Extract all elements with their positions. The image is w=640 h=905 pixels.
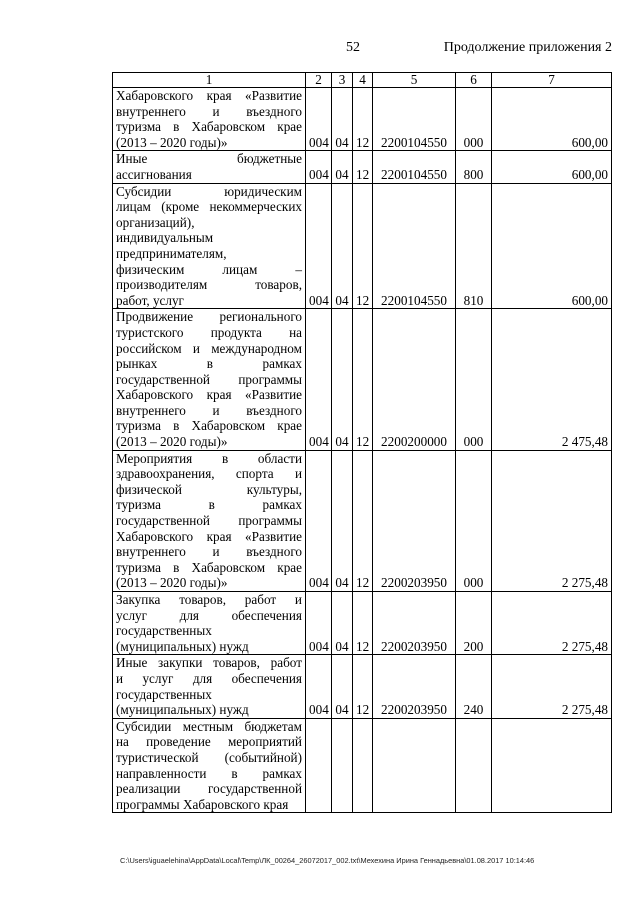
row-name-line: Хабаровского края «Развитие [116,88,302,103]
expense-type-cell: 200 [456,592,492,655]
row-name-line: Субсидии юридическим [116,183,302,199]
table-row [113,183,612,309]
expense-type-cell: 000 [456,88,492,151]
expense-type-cell: 000 [456,450,492,591]
target-article-cell: 2200104550 [373,88,456,151]
ministry-code-cell: 004 [306,592,332,655]
row-name-line: туризма в рамках [116,497,302,513]
row-name-line: внутреннего и въездного [116,103,302,119]
subsection-code-cell: 12 [353,88,373,151]
ministry-code-cell [306,718,332,813]
budget-table [112,72,612,813]
row-name-line: направленности в рамках [116,765,302,781]
target-article-cell [373,718,456,813]
expense-type-cell: 000 [456,309,492,450]
target-article-cell: 2200200000 [373,309,456,450]
ministry-code-cell: 004 [306,151,332,183]
row-name-cell [113,183,306,309]
row-name-line: производителям товаров, [116,277,302,293]
amount-cell: 600,00 [492,151,612,183]
page-number: 52 [346,40,360,55]
section-code-cell: 04 [332,151,353,183]
table-row [113,88,612,151]
section-code-cell: 04 [332,183,353,309]
subsection-code-cell: 12 [353,183,373,309]
row-name-line: туристической (событийной) [116,749,302,765]
expense-type-cell: 810 [456,183,492,309]
subsection-code-cell [353,718,373,813]
section-code-cell: 04 [332,450,353,591]
section-code-cell [332,718,353,813]
row-name-line: индивидуальным [116,230,214,246]
row-name-line: Мероприятия в области [116,450,302,466]
row-name-line: внутреннего и въездного [116,402,302,418]
column-header: 3 [332,73,353,88]
amount-cell: 2 275,48 [492,592,612,655]
row-name-line: работ, услуг [116,292,184,308]
row-name-line: Иные бюджетные [116,151,302,167]
row-name-line: (2013 – 2020 годы)» [116,134,228,150]
row-name-line: туризма в Хабаровском крае [116,559,302,575]
column-header: 4 [353,73,373,88]
column-header: 5 [373,73,456,88]
row-name-cell [113,151,306,183]
row-name-line: услуг для обеспечения [116,607,302,623]
target-article-cell: 2200104550 [373,151,456,183]
column-header: 1 [113,73,306,88]
row-name-line: (муниципальных) нужд [116,638,249,654]
row-name-cell [113,88,306,151]
continuation-caption: Продолжение приложения 2 [443,40,612,55]
subsection-code-cell: 12 [353,655,373,718]
row-name-line: государственной программы [116,513,302,529]
section-code-cell: 04 [332,592,353,655]
ministry-code-cell: 004 [306,88,332,151]
row-name-line: организаций), [116,214,195,230]
table-row [113,309,612,450]
row-name-line: государственных [116,623,212,639]
row-name-line: (муниципальных) нужд [116,702,249,718]
amount-cell: 2 475,48 [492,309,612,450]
ministry-code-cell: 004 [306,183,332,309]
section-code-cell: 04 [332,309,353,450]
footer-path: C:\Users\iguaelehina\AppData\Local\Temp\ЛК_00264_26072017_002.txt\Мехехина Ирина Геннадьевна\01.08.2017 10:14:46 [120,856,535,865]
target-article-cell: 2200203950 [373,592,456,655]
table-row [113,655,612,718]
section-code-cell: 04 [332,655,353,718]
row-name-line: на проведение мероприятий [116,734,302,750]
ministry-code-cell: 004 [306,450,332,591]
table-row [113,151,612,183]
ministry-code-cell: 004 [306,309,332,450]
table-row [113,718,612,813]
row-name-line: Хабаровского края «Развитие [116,387,302,403]
target-article-cell: 2200104550 [373,183,456,309]
row-name-line: здравоохранения, спорта и [116,466,302,482]
row-name-cell [113,718,306,813]
row-name-line: и услуг для обеспечения [116,670,302,686]
section-code-cell: 04 [332,88,353,151]
column-header: 6 [456,73,492,88]
subsection-code-cell: 12 [353,151,373,183]
column-header: 7 [492,73,612,88]
row-name-line: Закупка товаров, работ и [116,592,302,607]
ministry-code-cell: 004 [306,655,332,718]
column-header: 2 [306,73,332,88]
table-row [113,592,612,655]
row-name-line: туризма в Хабаровском крае [116,418,302,434]
subsection-code-cell: 12 [353,450,373,591]
row-name-line: лицам (кроме некоммерческих [116,199,302,215]
subsection-code-cell: 12 [353,592,373,655]
row-name-line: предпринимателям, [116,245,227,261]
row-name-line: государственной программы [116,371,302,387]
amount-cell: 2 275,48 [492,450,612,591]
row-name-line: реализации государственной [116,781,302,797]
target-article-cell: 2200203950 [373,450,456,591]
row-name-line: (2013 – 2020 годы)» [116,434,228,450]
row-name-line: государственных [116,686,212,702]
row-name-line: Хабаровского края «Развитие [116,528,302,544]
row-name-line: Продвижение регионального [116,309,302,325]
row-name-line: туристского продукта на [116,324,302,340]
row-name-cell [113,450,306,591]
table-header-row [113,73,612,88]
row-name-line: российском и международном [116,340,302,356]
row-name-line: физическим лицам – [116,261,302,277]
table-row [113,450,612,591]
row-name-line: физической культуры, [116,481,302,497]
amount-cell [492,718,612,813]
row-name-line: (2013 – 2020 годы)» [116,575,228,591]
row-name-line: программы Хабаровского края [116,796,289,812]
row-name-line: туризма в Хабаровском крае [116,119,302,135]
row-name-line: Субсидии местным бюджетам [116,718,302,734]
amount-cell: 2 275,48 [492,655,612,718]
row-name-line: рынках в рамках [116,356,302,372]
subsection-code-cell: 12 [353,309,373,450]
expense-type-cell [456,718,492,813]
row-name-cell [113,309,306,450]
target-article-cell: 2200203950 [373,655,456,718]
row-name-line: внутреннего и въездного [116,544,302,560]
amount-cell: 600,00 [492,183,612,309]
expense-type-cell: 800 [456,151,492,183]
amount-cell: 600,00 [492,88,612,151]
row-name-cell [113,592,306,655]
expense-type-cell: 240 [456,655,492,718]
row-name-line: Иные закупки товаров, работ [116,655,302,671]
row-name-line: ассигнования [116,166,192,182]
row-name-cell [113,655,306,718]
